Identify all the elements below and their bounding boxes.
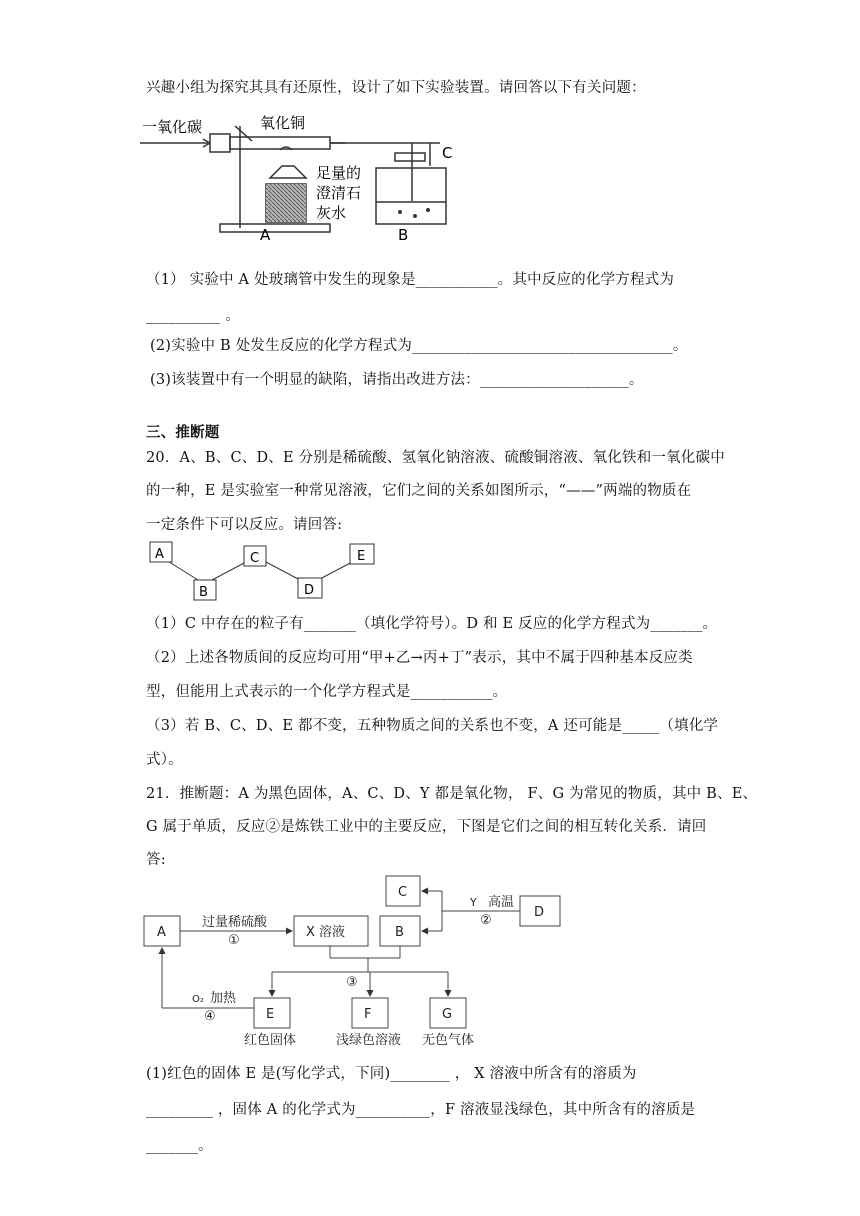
node-X: X 溶液	[306, 925, 346, 940]
label-C: C	[442, 144, 453, 162]
box-A: A	[155, 547, 164, 562]
q20-stem-1: 20．A、B、C、D、E 分别是稀硫酸、氢氧化钠溶液、硫酸铜溶液、氧化铁和一氧化碳中	[146, 450, 725, 466]
step4-number: ④	[204, 1009, 216, 1024]
arrow2-label: 高温	[488, 895, 515, 910]
q21-stem-1: 21．推断题：A 为黑色固体，A、C、D、Y 都是氧化物， F、G 为常见的物质，其中 B、E、	[146, 786, 758, 802]
q21-stem-2: G 属于单质，反应②是炼铁工业中的主要反应，下图是它们之间的相互转化关系．请回	[146, 819, 707, 835]
step2-number: ②	[480, 913, 492, 928]
section-heading: 三、推断题	[146, 425, 220, 441]
q21-stem-3: 答:	[146, 852, 166, 868]
label-G: 无色气体	[422, 1033, 475, 1048]
q19-1a: （1） 实验中 A 处玻璃管中发生的现象是___________。其中反应的化学方程式为	[146, 272, 675, 288]
q20-3b: 式）。	[146, 752, 183, 768]
q19-1b: __________ 。	[146, 308, 241, 324]
q20-stem-3: 一定条件下可以反应。请回答:	[146, 517, 343, 533]
node-F: F	[364, 1007, 372, 1022]
step1-number: ①	[228, 933, 240, 948]
arrow1-label: 过量稀硫酸	[202, 915, 268, 930]
q19-3: (3)该装置中有一个明显的缺陷，请指出改进方法：____________________。	[150, 372, 644, 388]
q20-stem-2: 的一种，E 是实验室一种常见溶液，它们之间的关系如图所示，“——”两端的物质在	[146, 483, 692, 499]
limewater-label-2: 澄清石	[316, 184, 362, 202]
label-E: 红色固体	[244, 1033, 297, 1048]
node-E: E	[266, 1007, 275, 1022]
q21-1a: (1)红色的固体 E 是(写化学式，下同)________ ， X 溶液中所含有的溶质为	[146, 1066, 637, 1082]
co-label: 一氧化碳	[142, 118, 203, 136]
box-B: B	[199, 585, 208, 600]
relation-diagram	[146, 540, 386, 604]
label-A: A	[260, 226, 271, 244]
node-A: A	[157, 925, 166, 940]
q21-1b: _________ ，固体 A 的化学式为__________，F 溶液显浅绿色，其中所含有的溶质是	[146, 1102, 696, 1118]
q20-1: （1）C 中存在的粒子有_______（填化学符号）。D 和 E 反应的化学方程式为_______。	[146, 616, 718, 632]
transformation-diagram	[140, 870, 580, 1050]
q19-2: (2)实验中 B 处发生反应的化学方程式为___________________________________。	[150, 338, 688, 354]
arrow4-label: 加热	[210, 991, 237, 1006]
node-G: G	[442, 1007, 453, 1022]
node-D: D	[534, 905, 545, 920]
q20-2a: （2）上述各物质间的反应均可用“甲+乙→丙+丁”表示，其中不属于四种基本反应类	[146, 650, 693, 666]
apparatus-figure	[140, 106, 470, 242]
limewater-label-1: 足量的	[316, 164, 362, 182]
label-B: B	[398, 226, 409, 244]
node-C: C	[398, 885, 408, 900]
o2-label: O₂	[192, 994, 204, 1005]
q21-1c: _______。	[146, 1138, 213, 1154]
box-E: E	[357, 549, 366, 564]
q20-2b: 型，但能用上式表示的一个化学方程式是___________。	[146, 684, 508, 700]
limewater-label-3: 灰水	[316, 204, 347, 222]
label-F: 浅绿色溶液	[336, 1033, 402, 1048]
box-D: D	[304, 583, 315, 598]
q20-3a: （3）若 B、C、D、E 都不变，五种物质之间的关系也不变，A 还可能是_____（填化学	[146, 718, 719, 734]
box-C: C	[250, 551, 260, 566]
cuo-label: 氧化铜	[260, 114, 306, 132]
y-label: Y	[470, 896, 477, 909]
intro-text: 兴趣小组为探究其具有还原性，设计了如下实验装置。请回答以下有关问题：	[146, 80, 646, 96]
step3-number: ③	[346, 975, 358, 990]
node-B: B	[395, 925, 404, 940]
